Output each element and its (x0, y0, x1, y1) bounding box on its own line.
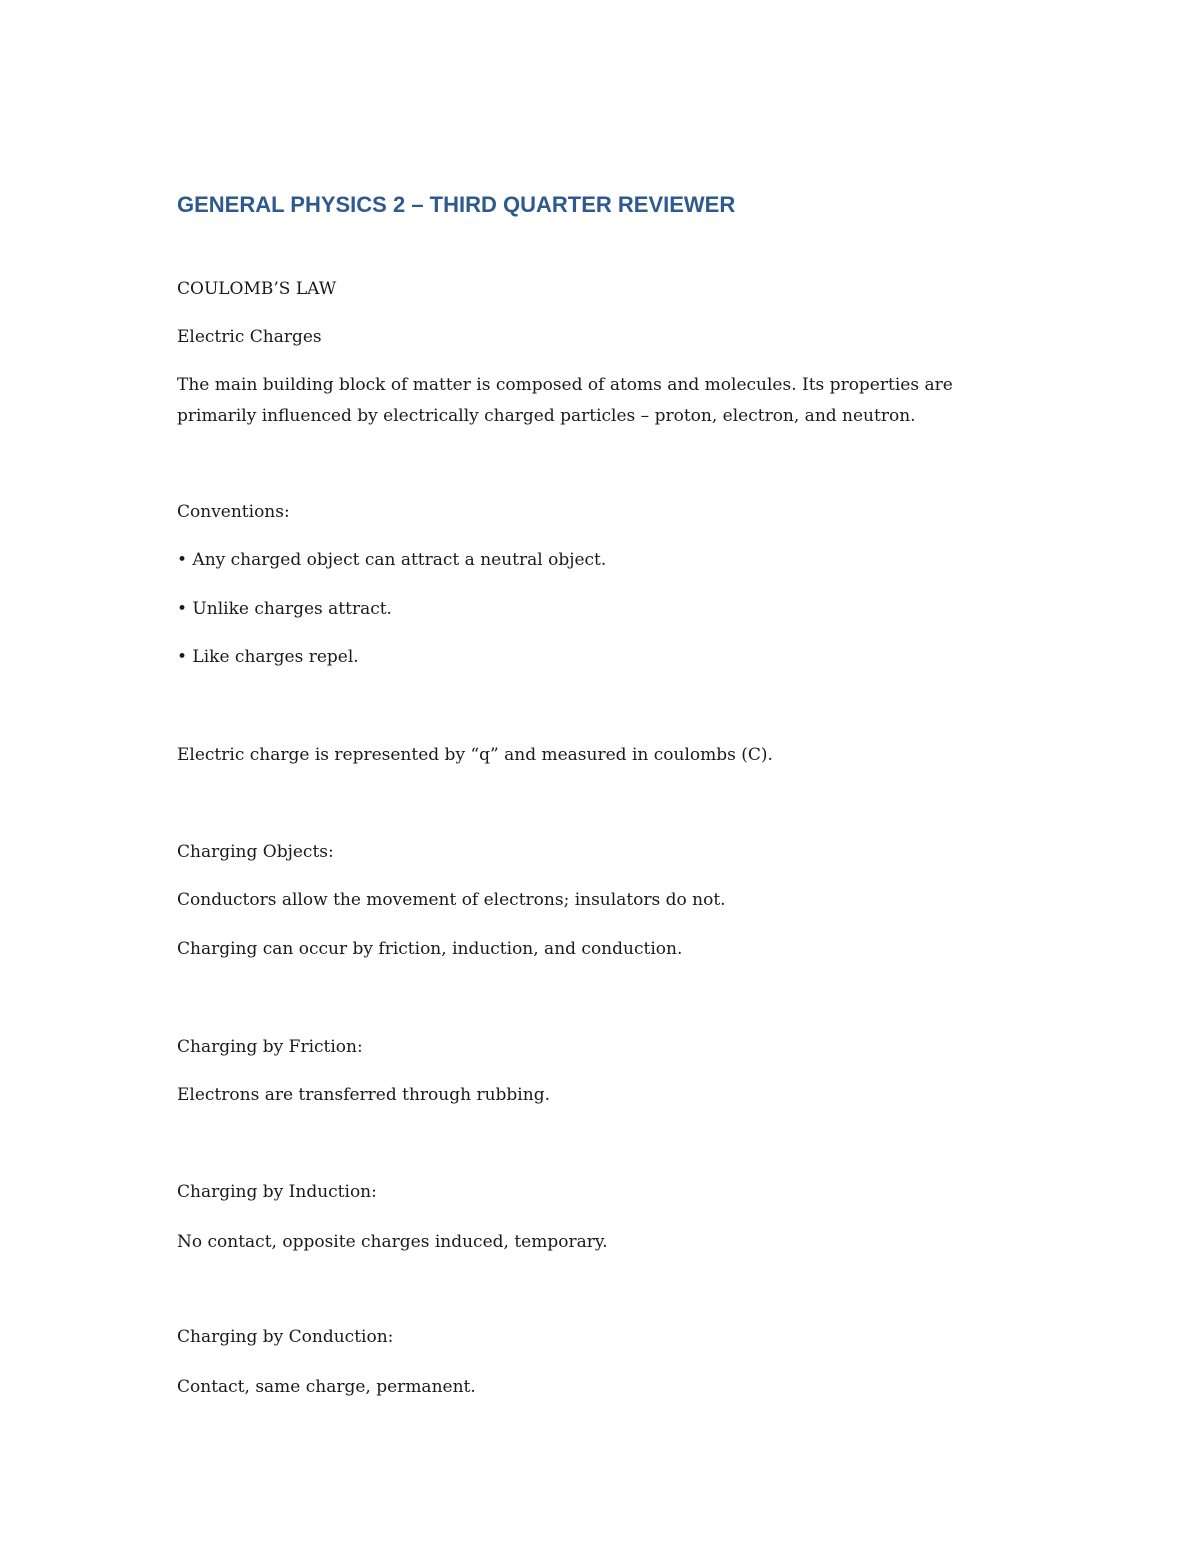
charging-objects-line-1: Conductors allow the movement of electrons; insulators do not. (177, 890, 726, 910)
paragraph-electric-charges (177, 370, 1017, 432)
heading-charging-by-induction: Charging by Induction: (177, 1182, 377, 1202)
heading-charging-by-conduction: Charging by Conduction: (177, 1327, 394, 1347)
heading-charging-objects: Charging Objects: (177, 842, 334, 862)
heading-conventions: Conventions: (177, 502, 290, 522)
page-title: GENERAL PHYSICS 2 – THIRD QUARTER REVIEWER (177, 192, 736, 217)
heading-charging-by-friction: Charging by Friction: (177, 1037, 363, 1057)
paragraph-line: The main building block of matter is composed of atoms and molecules. Its properties are (177, 375, 953, 395)
text-charging-by-induction: No contact, opposite charges induced, temporary. (177, 1232, 608, 1252)
list-item-convention-2: • Unlike charges attract. (177, 599, 392, 619)
paragraph-line: primarily influenced by electrically charged particles – proton, electron, and neutron. (177, 406, 916, 426)
charge-definition: Electric charge is represented by “q” and measured in coulombs (C). (177, 745, 773, 765)
list-item-convention-1: • Any charged object can attract a neutral object. (177, 550, 607, 570)
list-item-convention-3: • Like charges repel. (177, 647, 359, 667)
section-heading-coulombs-law: COULOMB’S LAW (177, 279, 337, 299)
text-charging-by-friction: Electrons are transferred through rubbing. (177, 1085, 550, 1105)
heading-electric-charges: Electric Charges (177, 327, 322, 347)
charging-objects-line-2: Charging can occur by friction, induction, and conduction. (177, 939, 683, 959)
text-charging-by-conduction: Contact, same charge, permanent. (177, 1377, 476, 1397)
